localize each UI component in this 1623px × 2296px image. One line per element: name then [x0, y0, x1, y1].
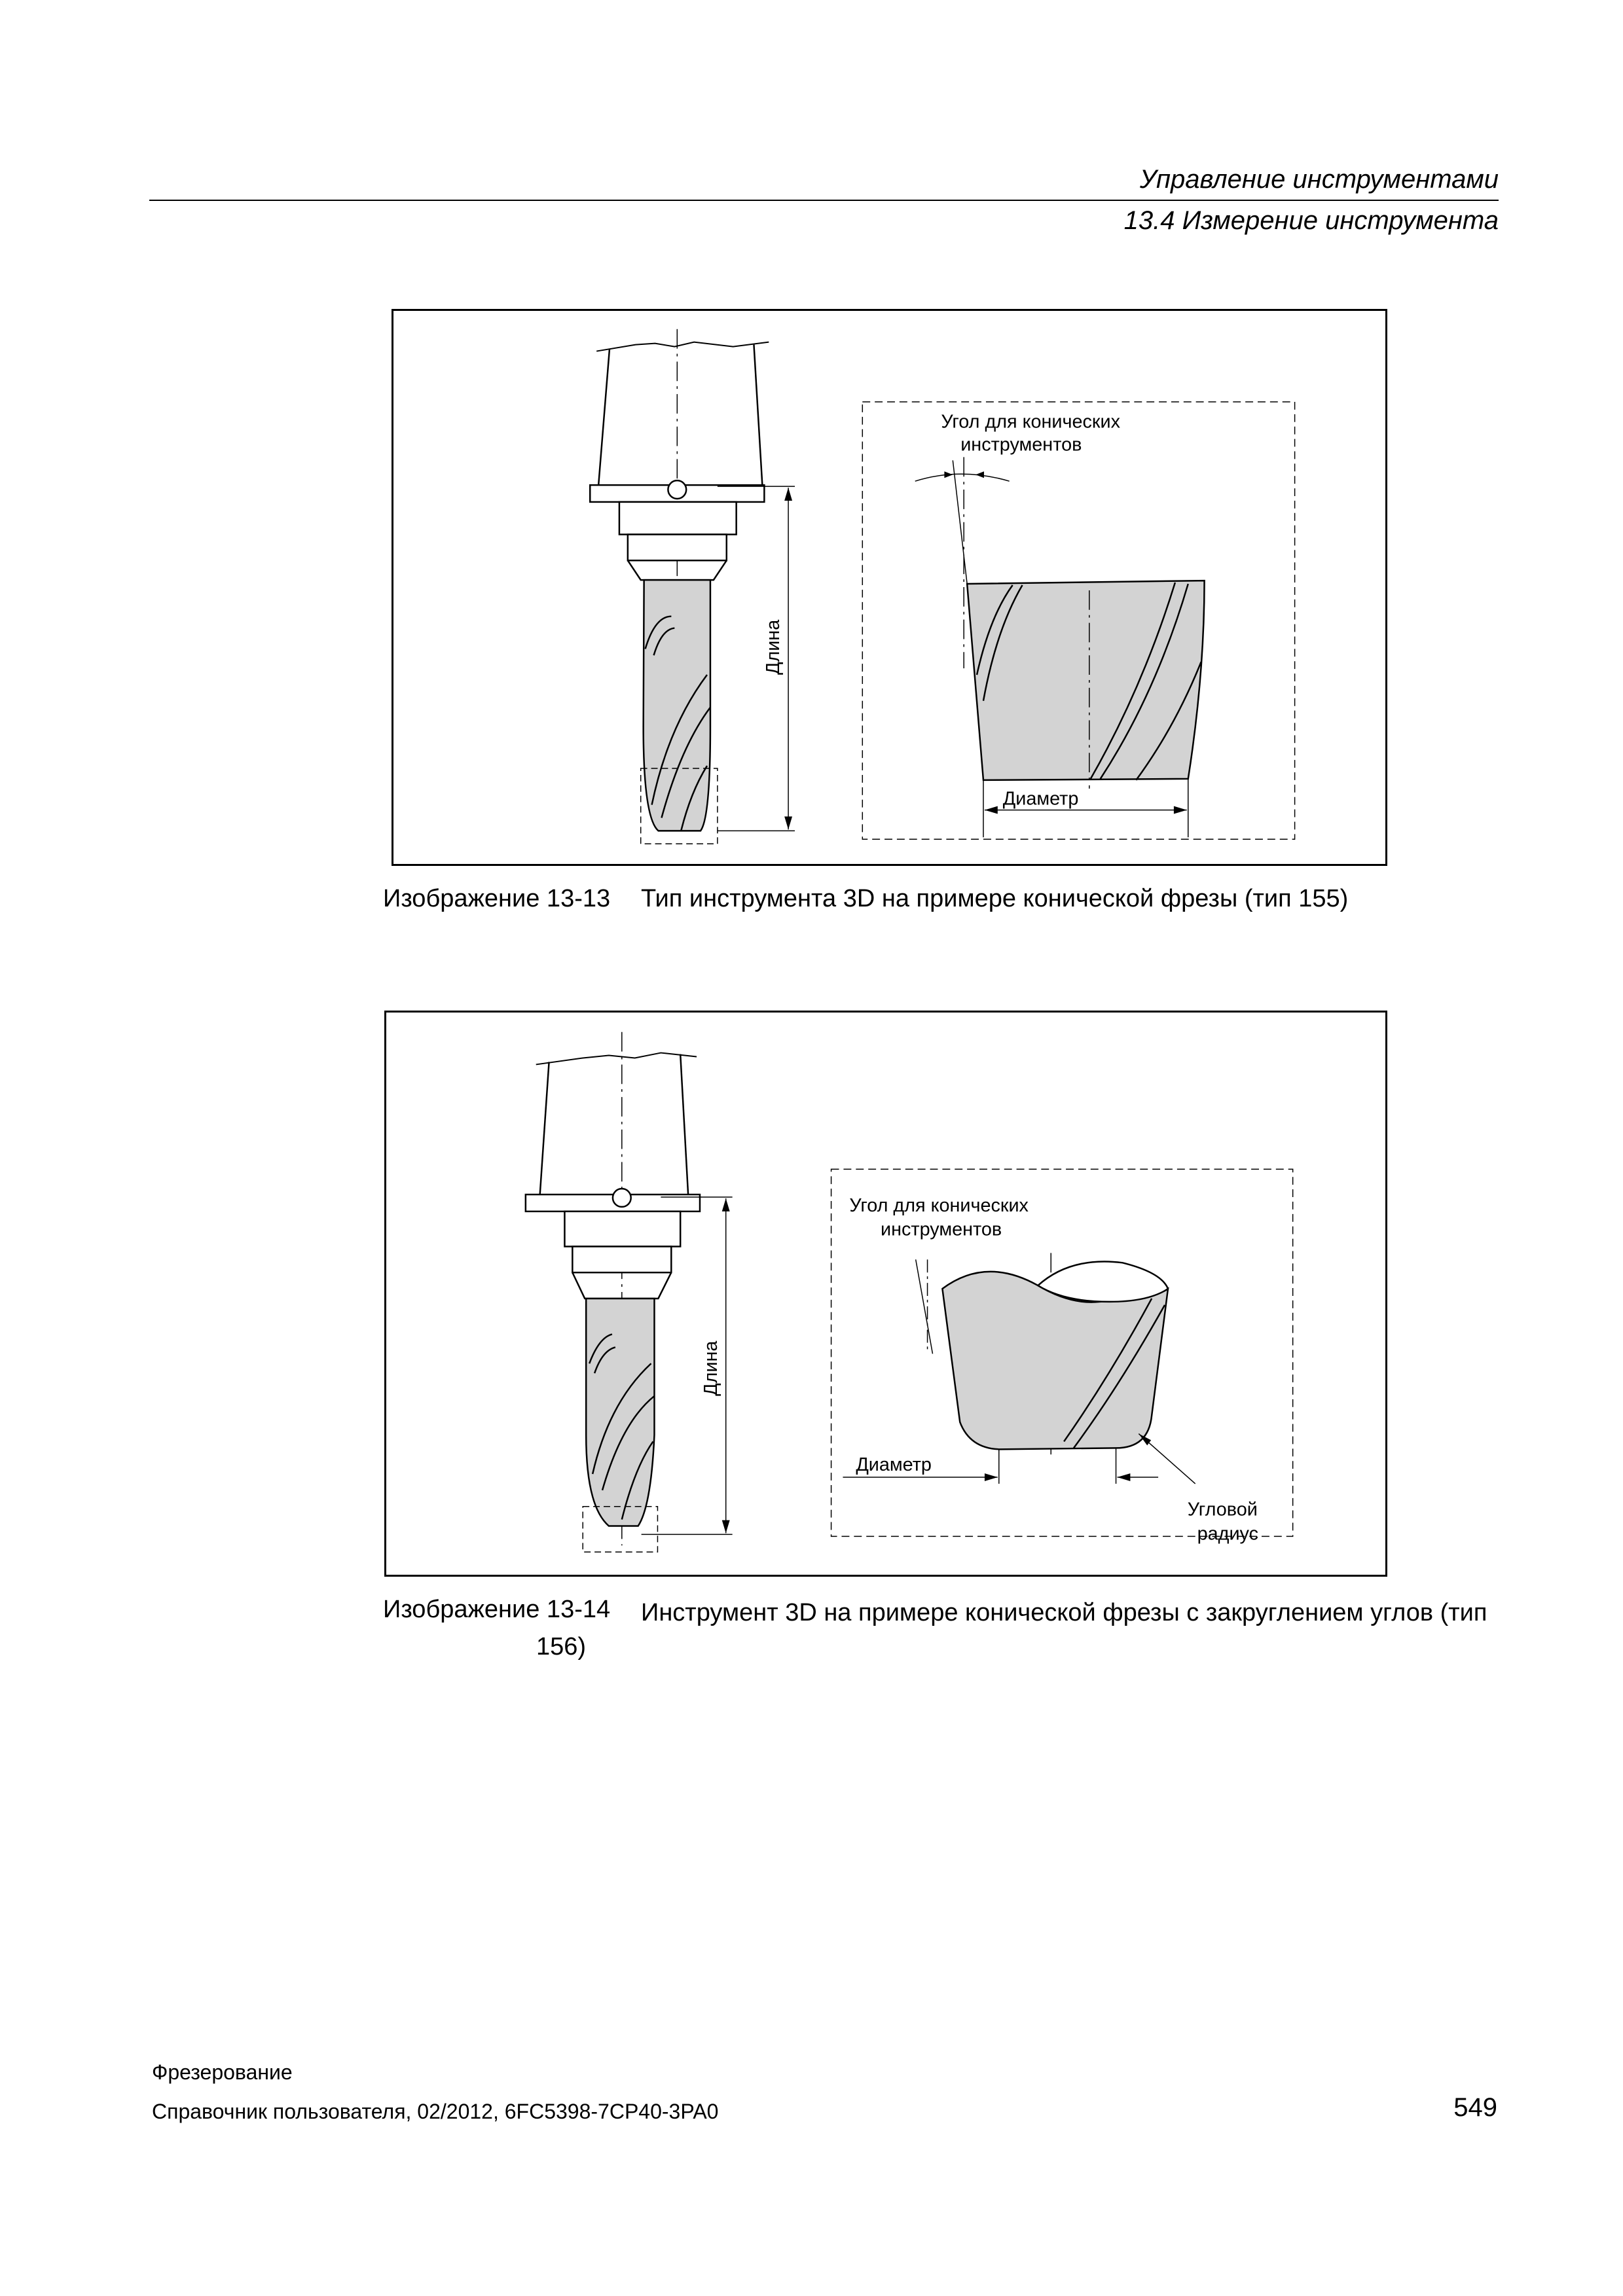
figure-13-14: [384, 1011, 1387, 1577]
figure-13-13: [392, 309, 1387, 866]
caption-label: Изображение 13-13: [383, 885, 611, 912]
footer-document-info: Справочник пользователя, 02/2012, 6FC5398-7CP40-3PA0: [152, 2100, 719, 2123]
figure-13-13-drawing: [393, 311, 1385, 864]
radius-label-line1: Угловой: [1187, 1499, 1258, 1520]
shank-break-line: [596, 342, 769, 351]
page-number: 549: [1453, 2093, 1497, 2122]
caption-text-line2: 156): [536, 1633, 587, 1660]
diameter-label: Диаметр: [856, 1454, 932, 1476]
footer-product: Фрезерование: [152, 2060, 293, 2084]
angle-label-line2: инструментов: [881, 1219, 1002, 1240]
conical-cutter: [967, 581, 1204, 780]
angle-label-line1: Угол для конических: [849, 1194, 1029, 1216]
figure-13-14-drawing: [386, 1013, 1385, 1575]
holder-center-mark: [613, 1189, 631, 1207]
angle-label-line1: Угол для конических: [941, 411, 1120, 433]
angle-arc: [915, 474, 1010, 481]
tool-body: [644, 580, 710, 831]
caption-text-line1: Инструмент 3D на примере конической фрезы с закруглением углов (тип: [641, 1599, 1487, 1626]
figure-13-14-caption: [383, 1596, 1509, 1674]
header-chapter-title: Управление инструментами: [1139, 165, 1499, 194]
caption-label: Изображение 13-14: [383, 1596, 611, 1623]
header-rule: [149, 200, 1499, 201]
radius-label-line2: радиус: [1197, 1523, 1259, 1545]
tool-body: [586, 1299, 654, 1526]
holder-center-mark: [668, 480, 686, 499]
figure-13-13-caption: [383, 885, 1496, 924]
diameter-label: Диаметр: [1002, 788, 1079, 810]
header-section-title: 13.4 Измерение инструмента: [1123, 206, 1499, 235]
length-label: Длина: [700, 1340, 721, 1396]
caption-text: Тип инструмента 3D на примере конической фрезы (тип 155): [641, 885, 1349, 912]
angle-label-line2: инструментов: [960, 434, 1082, 456]
length-label: Длина: [763, 619, 784, 675]
shank-break-line: [536, 1053, 697, 1065]
